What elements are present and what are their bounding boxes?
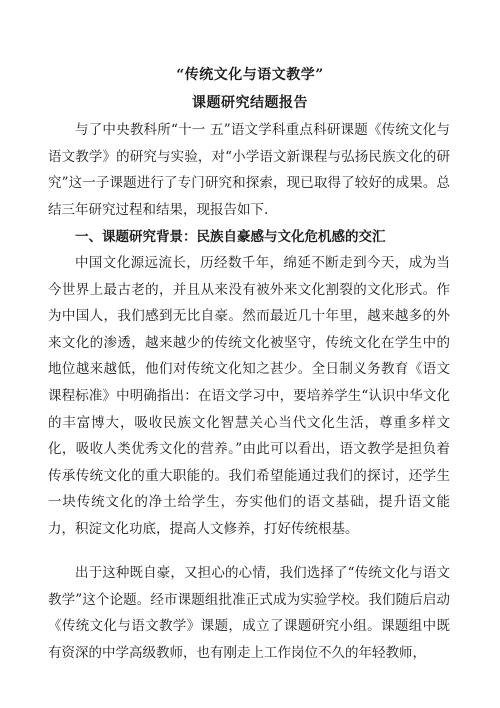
topic-selection-paragraph: 出于这种既自豪，又担心的心情，我们选择了“传统文化与语文教学”这个论题。经市课题组批准正式成为实验学校。我们随后启动《传统文化与语文教学》课题，成立了课题研究小组。课题组中既有资深的中学高级教师，也有刚走上工作岗位不久的年轻教师，	[48, 565, 450, 661]
document-title: “传统文化与语文教学”	[176, 67, 324, 83]
document-subtitle: 课题研究结题报告	[192, 95, 308, 111]
section-heading: 一、课题研究背景：民族自豪感与文化危机感的交汇	[75, 229, 386, 245]
background-paragraph: 中国文化源远流长，历经数千年，绵延不断走到今天，成为当今世界上最古老的，并且从来没有被外来文化割裂的文化形式。作为中国人，我们感到无比自豪。然而最近几十年里，越来越多的外来文化的渗透，越来越少的传统文化被坚守，传统文化在学生中的地位越来越低，他们对传统文化知之甚少。全日制义务教育《语文课程标准》中明确指出：在语文学习中，要培养学生“认识中华文化的丰富博大，吸收民族文化智慧关心当代文化生活，尊重多样文化，吸收人类优秀文化的营养。”由此可以看出，语文教学是担负着传承传统文化的重大职能的。我们希望能通过我们的探讨，还学生一块传统文化的净土给学生，夯实他们的语文基础，提升语文能力，积淀文化功底，提高人文修养，打好传统根基。	[48, 255, 450, 537]
intro-paragraph: 与了中央教科所“十一 五”语文学科重点科研课题《传统文化与语文教学》的研究与实验，对“小学语文新课程与弘扬民族文化的研究”这一子课题进行了专门研究和探索，现已取得了较好的成果。总结三年研究过程和结果，现报告如下.	[48, 122, 450, 218]
